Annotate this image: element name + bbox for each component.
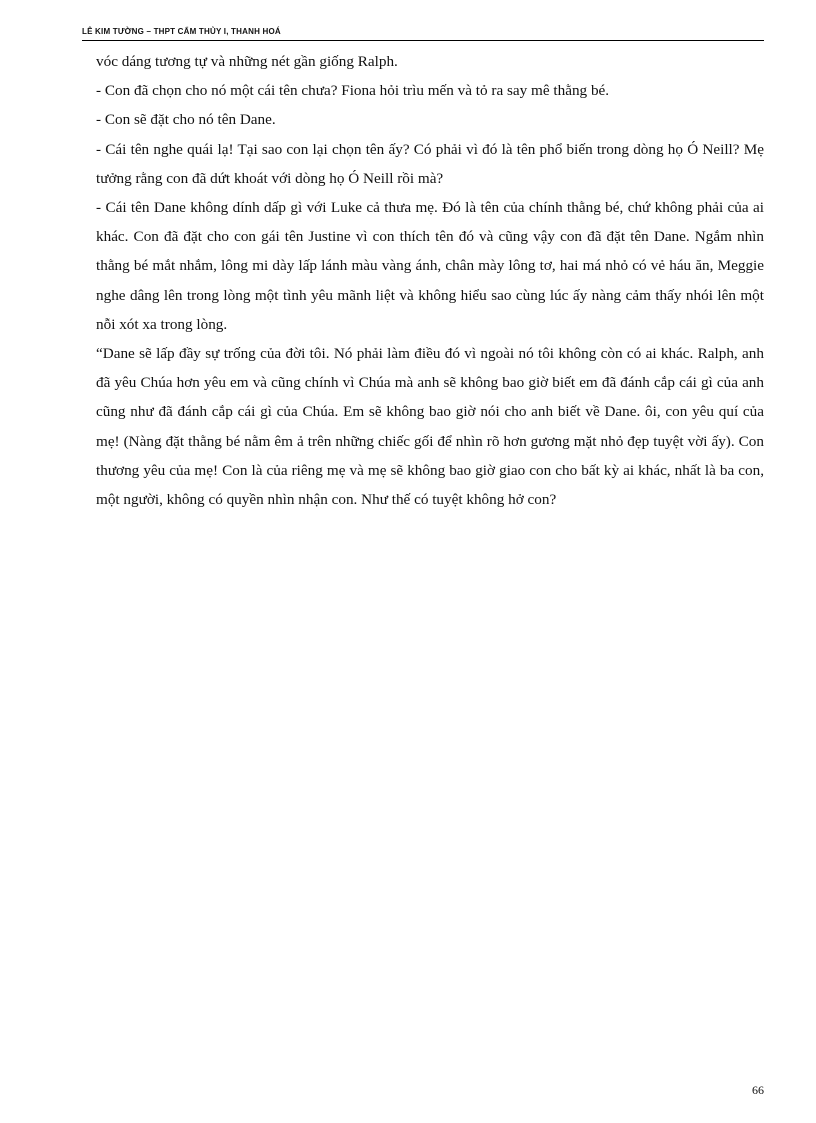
paragraph: - Con sẽ đặt cho nó tên Dane. [96, 111, 276, 129]
header-author-school: LÊ KIM TƯỜNG – THPT CẨM THỦY I, THANH HOÁ [82, 27, 281, 36]
paragraph: vóc dáng tương tự và những nét gần giống Ralph. [96, 53, 398, 70]
page-header [82, 22, 764, 41]
paragraph: - Cái tên Dane không dính dấp gì với Luke cả thưa mẹ. Đó là tên của chính thằng bé, chứ không phải của ai khác. Con đã đặt cho con gái tên Justine vì con thích tên đó và cũng vậy con đã đặt tên Dane. Ngắm nhìn thằng bé mắt nhắm, lông mi dày lấp lánh màu vàng ánh, chân mày lông tơ, hai má nhỏ có vẻ háu ăn, Meggie nghe dâng lên trong lòng một tình yêu mãnh liệt và không hiểu sao cùng lúc ấy nàng cảm thấy nhói lên một nỗi xót xa trong lòng. [96, 199, 764, 333]
document-body [96, 47, 764, 514]
paragraph: “Dane sẽ lấp đầy sự trống của đời tôi. Nó phải làm điều đó vì ngoài nó tôi không còn có ai khác. Ralph, anh đã yêu Chúa hơn yêu em và cũng chính vì Chúa mà anh sẽ không bao giờ biết em đã đánh cắp cái gì của anh cũng như đã đánh cắp cái gì của Chúa. Em sẽ không bao giờ nói cho anh biết về Dane. ôi, con yêu quí của mẹ! (Nàng đặt thằng bé nằm êm ả trên những chiếc gối để nhìn rõ hơn gương mặt nhỏ đẹp tuyệt vời ấy). Con thương yêu của mẹ! Con là của riêng mẹ và mẹ sẽ không bao giờ giao con cho bất kỳ ai khác, nhất là ba con, một người, không có quyền nhìn nhận con. Như thế có tuyệt không hở con? [96, 345, 764, 509]
paragraph: - Con đã chọn cho nó một cái tên chưa? Fiona hỏi trìu mến và tỏ ra say mê thằng bé. [96, 82, 610, 100]
page-number: 66 [752, 1083, 764, 1097]
paragraph: - Cái tên nghe quái lạ! Tại sao con lại chọn tên ấy? Có phải vì đó là tên phổ biến trong dòng họ Ó Neill? Mẹ tưởng rằng con đã dứt khoát với dòng họ Ó Neill rồi mà? [96, 140, 764, 187]
